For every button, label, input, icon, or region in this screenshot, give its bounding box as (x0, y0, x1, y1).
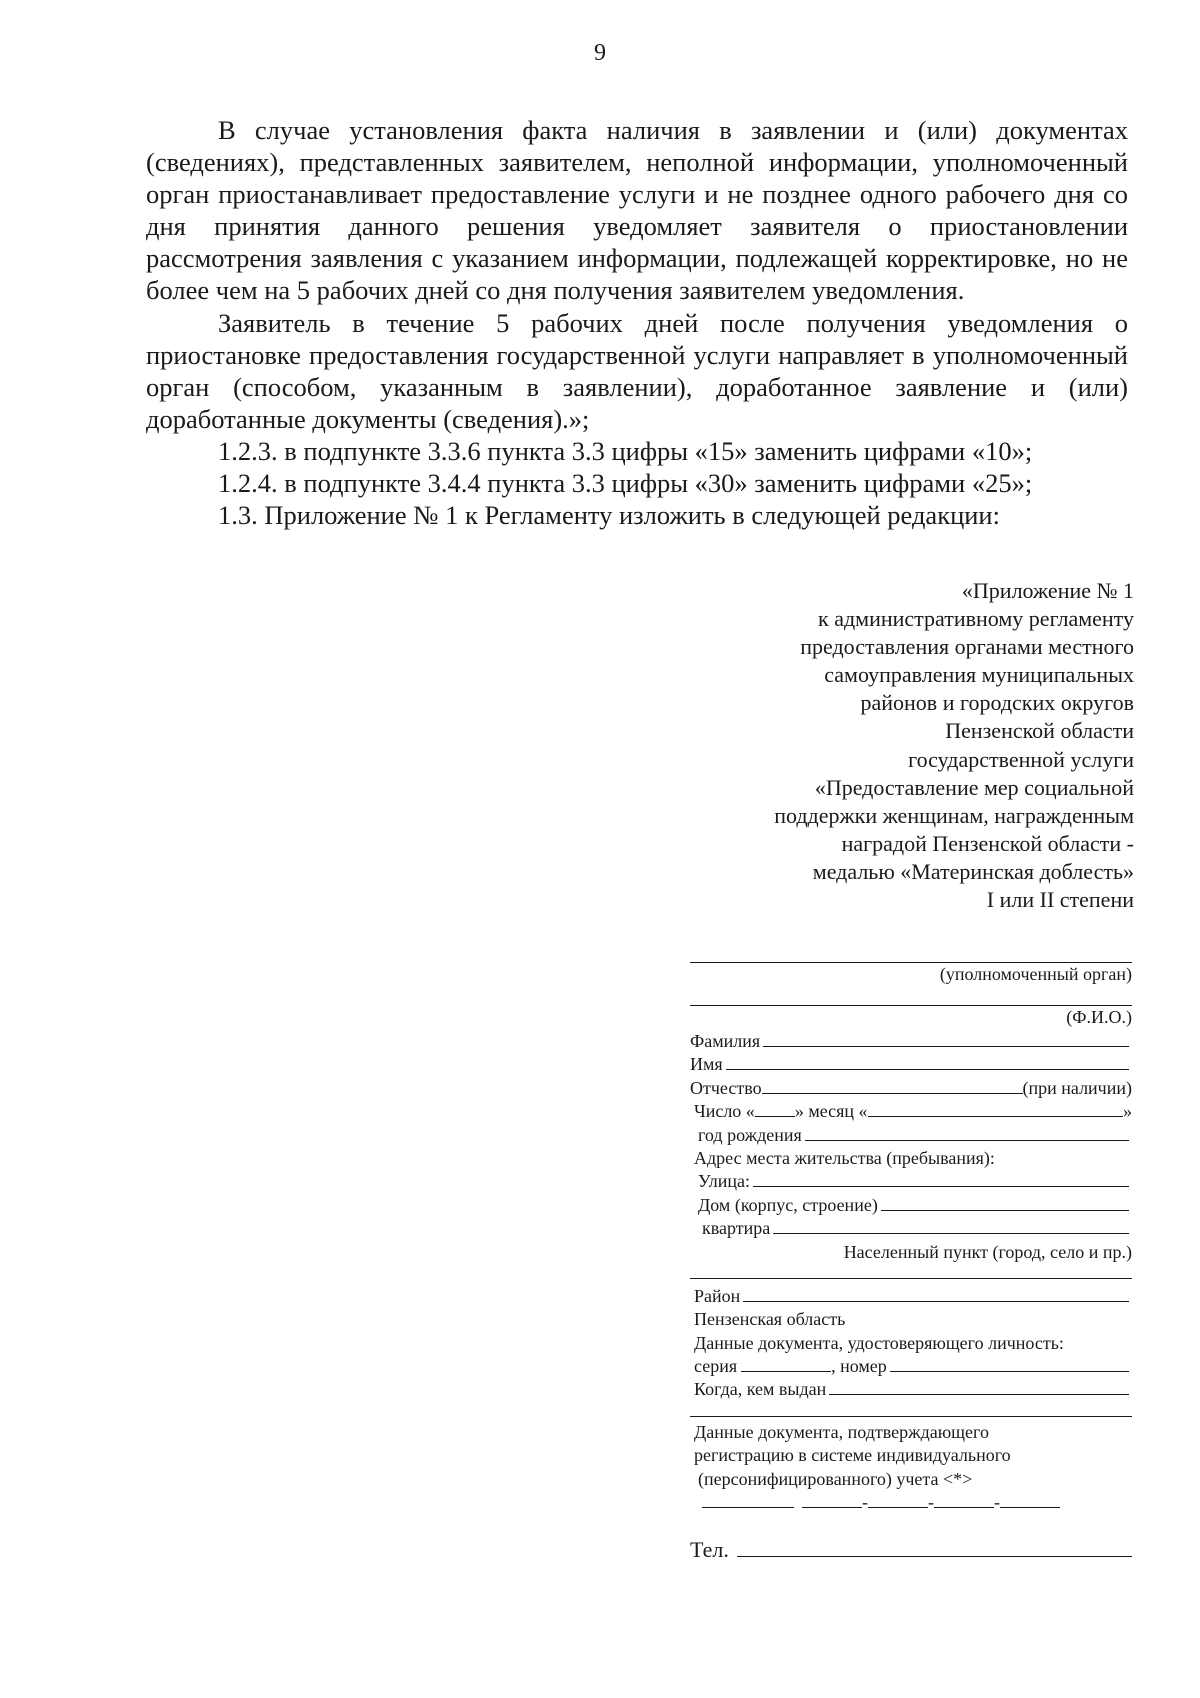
appendix-line: наградой Пензенской области - (841, 830, 1134, 856)
apartment-field[interactable] (773, 1217, 1129, 1234)
snils-line-2: регистрацию в системе индивидуального (694, 1445, 1011, 1466)
appendix-line: поддержки женщинам, награжденным (774, 802, 1134, 828)
paragraph-1-2-4: 1.2.4. в подпункте 3.4.4 пункта 3.3 цифры «30» заменить цифрами «25»; (218, 468, 1033, 499)
district-field[interactable] (743, 1285, 1129, 1302)
address-heading: Адрес места жительства (пребывания): (694, 1147, 995, 1168)
phone-field[interactable] (737, 1536, 1132, 1557)
id-doc-heading: Данные документа, удостоверяющего личность: (694, 1332, 1064, 1353)
settlement-field[interactable] (690, 1264, 1132, 1279)
paragraph-1-2-3: 1.2.3. в подпункте 3.3.6 пункта 3.3 цифры «15» заменить цифрами «10»; (218, 435, 1033, 466)
appendix-line: к административному регламенту (818, 606, 1134, 632)
name-label: Имя (690, 1054, 723, 1075)
house-label: Дом (корпус, строение) (698, 1194, 878, 1215)
issued-row (690, 1378, 1132, 1401)
month-field[interactable] (868, 1100, 1123, 1117)
name-field[interactable] (726, 1053, 1129, 1070)
section-divider (690, 1402, 1132, 1417)
number-field[interactable] (890, 1355, 1129, 1372)
paragraph-applicant-deadline: Заявитель в течение 5 рабочих дней после получения уведомления о приостановке предоставления государственной услуги направляет в уполномоченный орган (способом, указанным в заявлении), доработанное заявление и (или) доработанные документы (сведения).»; (146, 307, 1128, 434)
appendix-line: самоуправления муниципальных (824, 662, 1134, 688)
authority-caption: (уполномоченный орган) (939, 964, 1132, 984)
snils-dash: - (862, 1492, 868, 1513)
patronymic-field[interactable] (762, 1077, 1023, 1094)
phone-label: Тел. (690, 1537, 729, 1563)
paragraph-1-3: 1.3. Приложение № 1 к Регламенту изложить в следующей редакции: (218, 500, 1000, 531)
snils-part-1[interactable] (702, 1491, 794, 1508)
appendix-line: медалью «Материнская доблесть» (812, 858, 1134, 884)
appendix-line: «Приложение № 1 (961, 578, 1134, 603)
fio-field[interactable] (690, 987, 1132, 1006)
surname-label: Фамилия (690, 1031, 761, 1051)
birth-year-row (690, 1124, 1132, 1147)
house-row (690, 1194, 1132, 1217)
appendix-header (634, 577, 1134, 914)
patronymic-note: (при наличии) (1022, 1077, 1132, 1098)
district-row (690, 1285, 1132, 1308)
number-label: , номер (831, 1356, 887, 1377)
apartment-row (690, 1217, 1132, 1240)
birth-date-row (690, 1100, 1132, 1123)
snils-part-4[interactable] (934, 1491, 994, 1508)
street-label: Улица: (698, 1171, 750, 1192)
region-label: Пензенская область (694, 1309, 846, 1330)
snils-part-2[interactable] (802, 1491, 862, 1508)
month-label: » месяц « (794, 1101, 868, 1122)
birth-year-label: год рождения (698, 1124, 802, 1145)
page-number: 9 (594, 40, 606, 66)
day-label: Число « (694, 1101, 755, 1122)
appendix-line: районов и городских округов (860, 690, 1134, 716)
street-row (690, 1170, 1132, 1193)
appendix-line: «Предоставление мер социальной (814, 774, 1134, 800)
month-close-quote: » (1123, 1101, 1132, 1122)
snils-part-3[interactable] (868, 1491, 928, 1508)
appendix-line: Пензенской области (945, 718, 1134, 744)
issued-label: Когда, кем выдан (694, 1379, 827, 1400)
day-field[interactable] (755, 1100, 795, 1117)
surname-field[interactable] (763, 1030, 1129, 1047)
patronymic-row (690, 1077, 1132, 1100)
phone-row (690, 1536, 1132, 1561)
birth-year-field[interactable] (805, 1124, 1129, 1141)
series-label: серия (694, 1356, 738, 1377)
fio-caption: (Ф.И.О.) (1066, 1007, 1132, 1027)
apartment-label: квартира (702, 1218, 771, 1239)
series-field[interactable] (741, 1355, 831, 1372)
snils-line-1: Данные документа, подтверждающего (694, 1421, 989, 1442)
appendix-line: I или II степени (986, 887, 1134, 913)
paragraph-suspension: В случае установления факта наличия в заявлении и (или) документах (сведениях), представленных заявителем, неполной информации, уполномоченный орган приостанавливает предоставление услуги и не позднее одного рабочего дня со дня принятия данного решения уведомляет заявителя о приостановлении рассмотрения заявления с указанием информации, подлежащей корректировке, но не более чем на 5 рабочих дней со дня получения заявителем уведомления. (146, 115, 1128, 306)
body-text (146, 114, 1128, 531)
series-number-row (690, 1355, 1132, 1378)
authority-field[interactable] (690, 940, 1132, 963)
snils-dash: - (994, 1492, 1000, 1513)
house-field[interactable] (881, 1194, 1129, 1211)
appendix-line: государственной услуги (908, 746, 1134, 772)
district-label: Район (694, 1285, 741, 1306)
appendix-line: предоставления органами местного (800, 634, 1134, 660)
snils-number-row (690, 1491, 1132, 1514)
snils-part-5[interactable] (1000, 1491, 1060, 1508)
surname-row (690, 1030, 1132, 1053)
snils-dash: - (928, 1492, 934, 1513)
application-form (690, 940, 1132, 1562)
name-row (690, 1053, 1132, 1076)
snils-line-3: (персонифицированного) учета <*> (698, 1468, 973, 1489)
street-field[interactable] (753, 1170, 1129, 1187)
patronymic-label: Отчество (690, 1077, 762, 1098)
settlement-caption: Населенный пункт (город, село и пр.) (843, 1241, 1132, 1262)
issued-field[interactable] (829, 1378, 1129, 1395)
